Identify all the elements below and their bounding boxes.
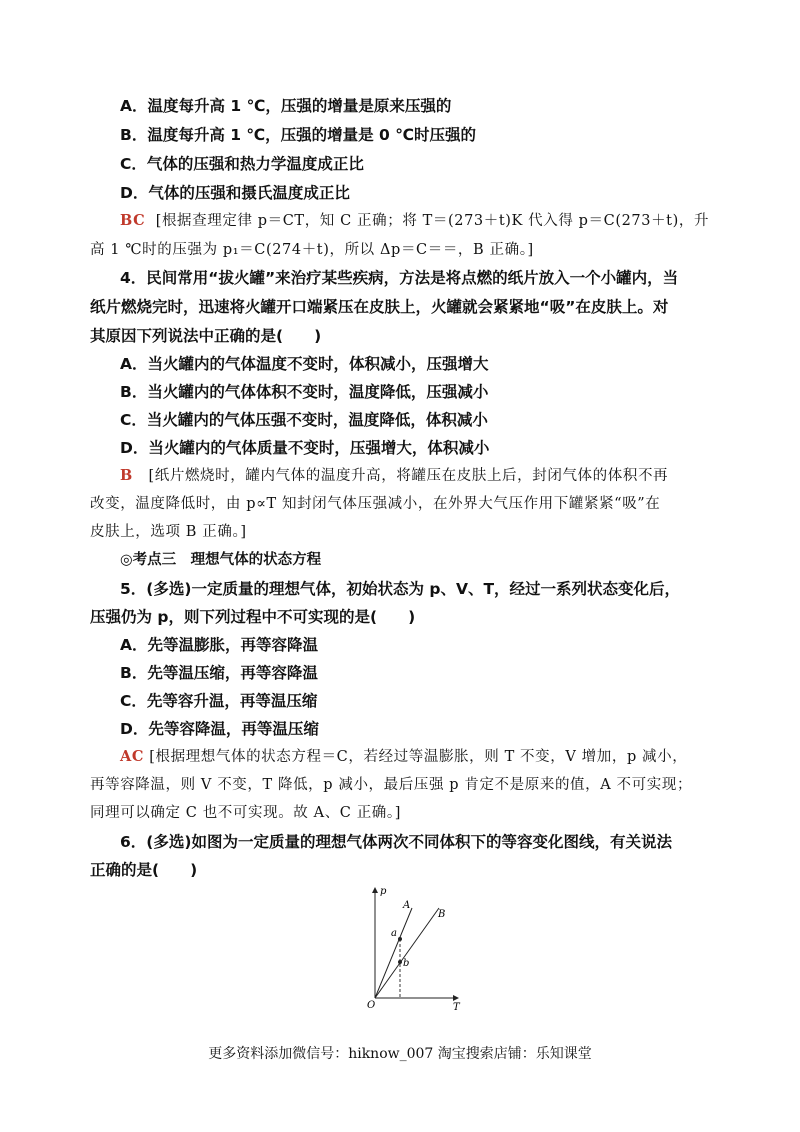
line-b-label: B: [438, 909, 446, 920]
q4-explanation-line-2: 改变，温度降低时，由 p∝T 知封闭气体压强减小，在外界大气压作用下罐紧紧“吸”在: [90, 496, 661, 512]
footer-note: 更多资料添加微信号：hiknow_007 淘宝搜索店铺：乐知课堂: [208, 1046, 592, 1062]
point-b-label: b: [403, 958, 410, 969]
p-axis-label: p: [380, 886, 387, 897]
isochore-line-b: [375, 908, 439, 998]
t-axis-label: T: [453, 1002, 460, 1013]
q4-explanation-line-3: 皮肤上，选项 B 正确。]: [90, 524, 247, 540]
point-a-label: a: [391, 928, 397, 939]
q5-option-a: A．先等温膨胀，再等容降温: [120, 636, 318, 654]
q5-explanation-line-3: 同理可以确定 C 也不可实现。故 A、C 正确。]: [90, 805, 402, 821]
isochoric-pt-graph: [355, 878, 475, 1013]
q5-stem-line-2: 压强仍为 p，则下列过程中不可实现的是( ): [90, 608, 416, 626]
q3-option-b: B．温度每升高 1 ℃，压强的增量是 0 ℃时压强的: [120, 126, 477, 144]
q5-explanation-line-1: AC [根据理想气体的状态方程＝C，若经过等温膨胀，则 T 不变，V 增加，p 减小，: [120, 748, 688, 765]
line-a-label: A: [403, 900, 411, 911]
q4-option-a: A．当火罐内的气体温度不变时，体积减小，压强增大: [120, 355, 489, 373]
q4-stem-line-1: 4．民间常用“拔火罐”来治疗某些疾病，方法是将点燃的纸片放入一个小罐内，当: [120, 269, 679, 287]
q6-stem-line-1: 6．(多选)如图为一定质量的理想气体两次不同体积下的等容变化图线，有关说法: [120, 833, 672, 851]
q3-option-a: A．温度每升高 1 ℃，压强的增量是原来压强的: [120, 97, 452, 115]
q4-stem-line-3: 其原因下列说法中正确的是( ): [90, 327, 322, 345]
q4-option-d: D．当火罐内的气体质量不变时，压强增大，体积减小: [120, 439, 490, 457]
q5-answer: AC: [120, 748, 144, 765]
q5-explanation-line-2: 再等容降温，则 V 不变，T 降低，p 减小，最后压强 p 肯定不是原来的值，A 不可实现；: [90, 777, 693, 793]
q5-option-c: C．先等容升温，再等温压缩: [120, 692, 318, 710]
q5-option-b: B．先等温压缩，再等容降温: [120, 664, 318, 682]
q4-explanation-line-1: B [纸片燃烧时，罐内气体的温度升高，将罐压在皮肤上后，封闭气体的体积不再: [120, 467, 669, 484]
q5-option-d: D．先等容降温，再等温压缩: [120, 720, 319, 738]
origin-label: O: [367, 1000, 376, 1011]
q4-stem-line-2: 纸片燃烧完时，迅速将火罐开口端紧压在皮肤上，火罐就会紧紧地“吸”在皮肤上。对: [90, 298, 669, 316]
section-heading: ◎考点三 理想气体的状态方程: [120, 552, 322, 568]
q5-stem-line-1: 5．(多选)一定质量的理想气体，初始状态为 p、V、T，经过一系列状态变化后，: [120, 580, 681, 598]
q3-explanation-line-2: 高 1 ℃时的压强为 p₁＝C(274＋t)，所以 Δp＝C＝＝，B 正确。]: [90, 242, 534, 258]
q4-option-c: C．当火罐内的气体压强不变时，温度降低，体积减小: [120, 411, 488, 429]
q6-stem-line-2: 正确的是( ): [90, 861, 198, 879]
q3-answer: BC: [120, 212, 146, 229]
q3-option-c: C．气体的压强和热力学温度成正比: [120, 155, 364, 173]
q3-option-d: D．气体的压强和摄氏温度成正比: [120, 184, 350, 202]
point-b-dot: [398, 960, 402, 964]
q4-answer: B: [120, 467, 133, 484]
point-a-dot: [398, 937, 402, 941]
q4-option-b: B．当火罐内的气体体积不变时，温度降低，压强减小: [120, 383, 489, 401]
q3-explanation-line-1: BC [根据查理定律 p＝CT，知 C 正确；将 T＝(273＋t)K 代入得 p＝C(273＋t)，升: [120, 212, 710, 229]
